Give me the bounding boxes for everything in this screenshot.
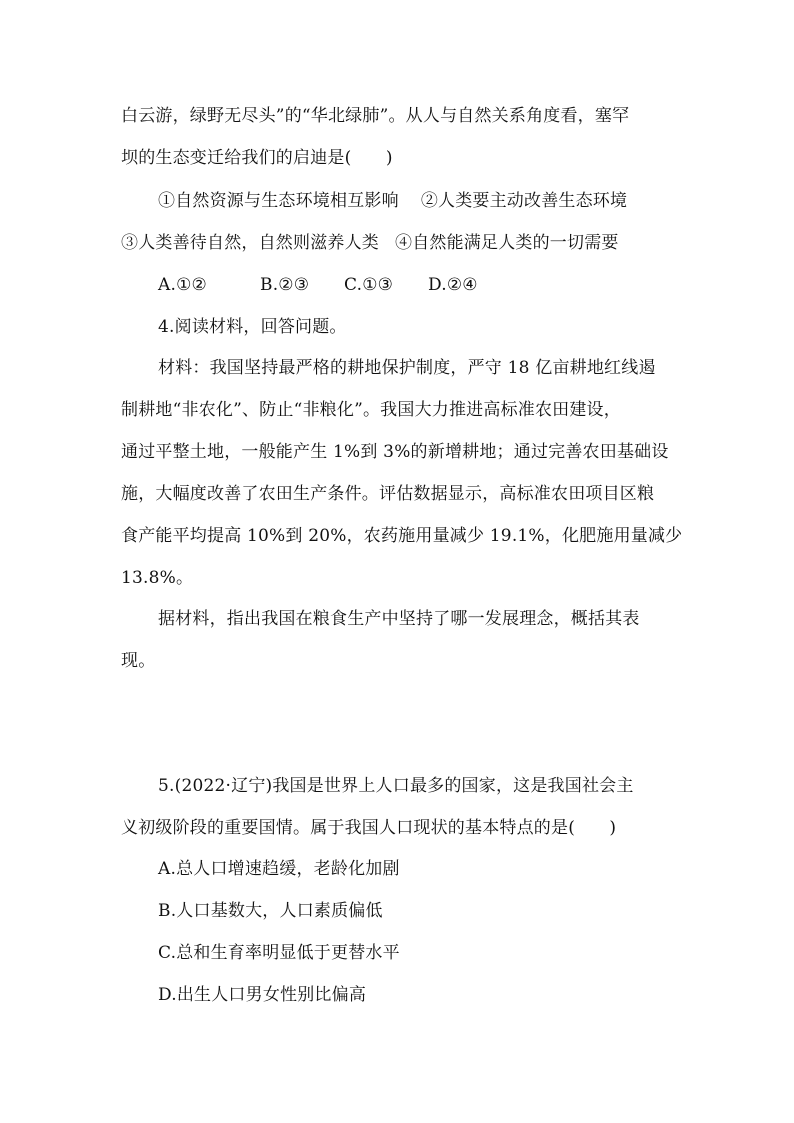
q4-material-line-1: 材料：我国坚持最严格的耕地保护制度，严守 18 亿亩耕地红线遏 — [158, 358, 656, 378]
q3-statement-3: ③人类善待自然，自然则滋养人类 — [121, 233, 379, 253]
q3-choice-d: D.②④ — [428, 275, 478, 295]
q3-statement-2: ②人类要主动改善生态环境 — [420, 191, 628, 211]
q4-material-line-2: 制耕地“非农化”、防止“非粮化”。我国大力推进高标准农田建设， — [121, 400, 621, 420]
q4-material-line-6: 13.8%。 — [121, 568, 194, 588]
q3-choice-a: A.①② — [158, 275, 207, 295]
q5-stem-line-1: 5.(2022·辽宁)我国是世界上人口最多的国家，这是我国社会主 — [158, 776, 634, 796]
q4-question-line-2: 现。 — [121, 651, 156, 671]
q3-statement-1: ①自然资源与生态环境相互影响 — [158, 191, 399, 211]
q3-choices — [158, 274, 558, 296]
q3-statements-row-2 — [121, 232, 619, 254]
q3-statements-row-1 — [158, 190, 627, 212]
q5-option-b: B.人口基数大，人口素质偏低 — [158, 901, 383, 921]
q4-material-line-3: 通过平整土地，一般能产生 1%到 3%的新增耕地；通过完善农田基础设 — [121, 442, 669, 462]
q5-option-c: C.总和生育率明显低于更替水平 — [158, 943, 400, 963]
q3-stem-line-1: 白云游，绿野无尽头”的“华北绿肺”。从人与自然关系角度看，塞罕 — [121, 106, 630, 126]
q4-question-line-1: 据材料，指出我国在粮食生产中坚持了哪一发展理念，概括其表 — [158, 609, 640, 629]
q5-option-a: A.总人口增速趋缓，老龄化加剧 — [158, 859, 400, 879]
q3-stem-line-2: 坝的生态变迁给我们的启迪是( ) — [121, 148, 393, 168]
q5-option-d: D.出生人口男女性别比偏高 — [158, 985, 367, 1005]
q3-statement-4: ④自然能满足人类的一切需要 — [395, 233, 619, 253]
q4-material-line-4: 施，大幅度改善了农田生产条件。评估数据显示，高标准农田项目区粮 — [121, 484, 655, 504]
q5-stem-line-2: 义初级阶段的重要国情。属于我国人口现状的基本特点的是( ) — [121, 818, 617, 838]
q3-choice-c: C.①③ — [344, 275, 394, 295]
q4-title: 4.阅读材料，回答问题。 — [158, 317, 347, 337]
q4-material-line-5: 食产能平均提高 10%到 20%，农药施用量减少 19.1%，化肥施用量减少 — [121, 526, 683, 546]
q3-choice-b: B.②③ — [260, 275, 310, 295]
